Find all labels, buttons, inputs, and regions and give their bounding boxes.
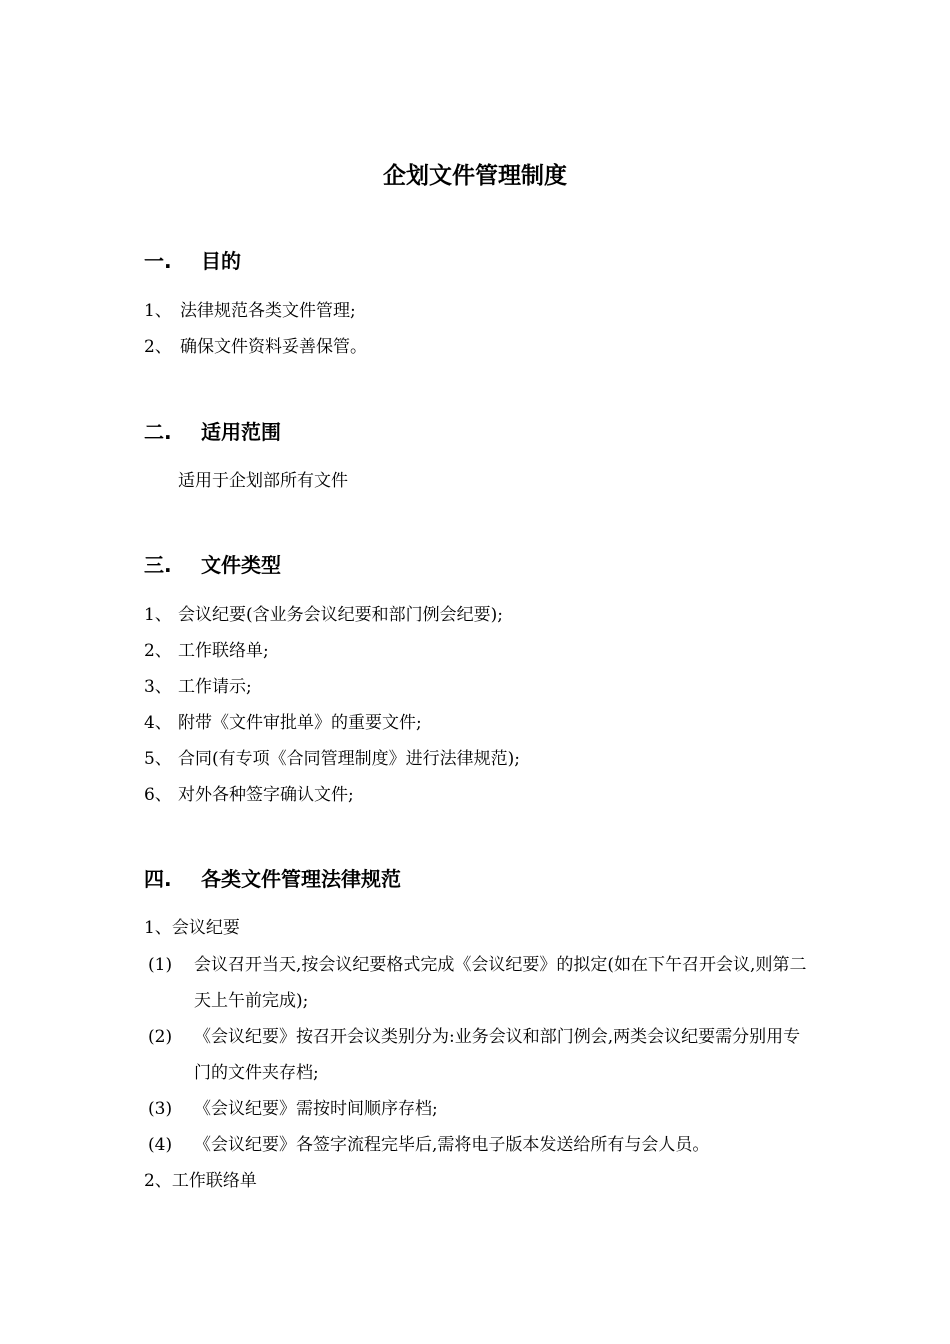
numbered-clause [148,1091,816,1127]
list-item [144,602,503,628]
subsection-label-work-contact-form: 2、工作联络单 [144,1171,257,1191]
clause-marker: (3) [148,1099,173,1119]
clause-marker: (1) [148,955,173,975]
list-text: 附带《文件审批单》的重要文件; [178,713,422,733]
section-number: 一. [144,249,172,273]
list-item [144,674,252,700]
section-number: 二. [144,420,172,444]
list-marker: 3、 [144,677,172,697]
list-marker: 1、 [144,605,172,625]
list-marker: 4、 [144,713,172,733]
list-text: 法律规范各类文件管理; [180,301,356,321]
subsection-label-meeting-minutes: 1、会议纪要 [144,918,240,938]
list-text: 合同(有专项《合同管理制度》进行法律规范); [178,749,520,769]
clause-text: 《会议纪要》各签字流程完毕后,需将电子版本发送给所有与会人员。 [194,1135,710,1155]
list-item [144,782,354,808]
section-title: 适用范围 [201,420,281,444]
list-marker: 2、 [144,641,172,661]
list-item [144,334,367,360]
section-heading-regulations [144,864,401,894]
list-item [144,710,422,736]
numbered-clause [148,947,816,1019]
section-title: 各类文件管理法律规范 [201,867,401,891]
list-text: 会议纪要(含业务会议纪要和部门例会纪要); [178,605,503,625]
list-item [144,746,520,772]
scope-paragraph: 适用于企划部所有文件 [178,471,348,491]
list-marker: 2、 [144,337,172,357]
section-heading-file-types [144,550,281,580]
clause-text: 《会议纪要》按召开会议类别分为:业务会议和部门例会,两类会议纪要需分别用专门的文件夹存档; [194,1027,801,1083]
numbered-clause [148,1019,816,1091]
numbered-clause [148,1127,816,1163]
clause-text: 会议召开当天,按会议纪要格式完成《会议纪要》的拟定(如在下午召开会议,则第二天上午前完成); [194,955,807,1011]
document-title: 企划文件管理制度 [383,163,567,189]
section-number: 四. [144,867,172,891]
section-title: 文件类型 [201,553,281,577]
section-heading-purpose [144,246,241,276]
list-item [144,638,269,664]
list-text: 工作联络单; [178,641,269,661]
clause-marker: (2) [148,1027,173,1047]
list-text: 确保文件资料妥善保管。 [180,337,367,357]
list-text: 工作请示; [178,677,252,697]
list-item [144,298,356,324]
list-text: 对外各种签字确认文件; [178,785,354,805]
list-marker: 5、 [144,749,172,769]
list-marker: 6、 [144,785,172,805]
section-heading-scope [144,417,281,447]
clause-text: 《会议纪要》需按时间顺序存档; [194,1099,438,1119]
clause-marker: (4) [148,1135,173,1155]
list-marker: 1、 [144,301,172,321]
section-number: 三. [144,553,172,577]
section-title: 目的 [201,249,241,273]
